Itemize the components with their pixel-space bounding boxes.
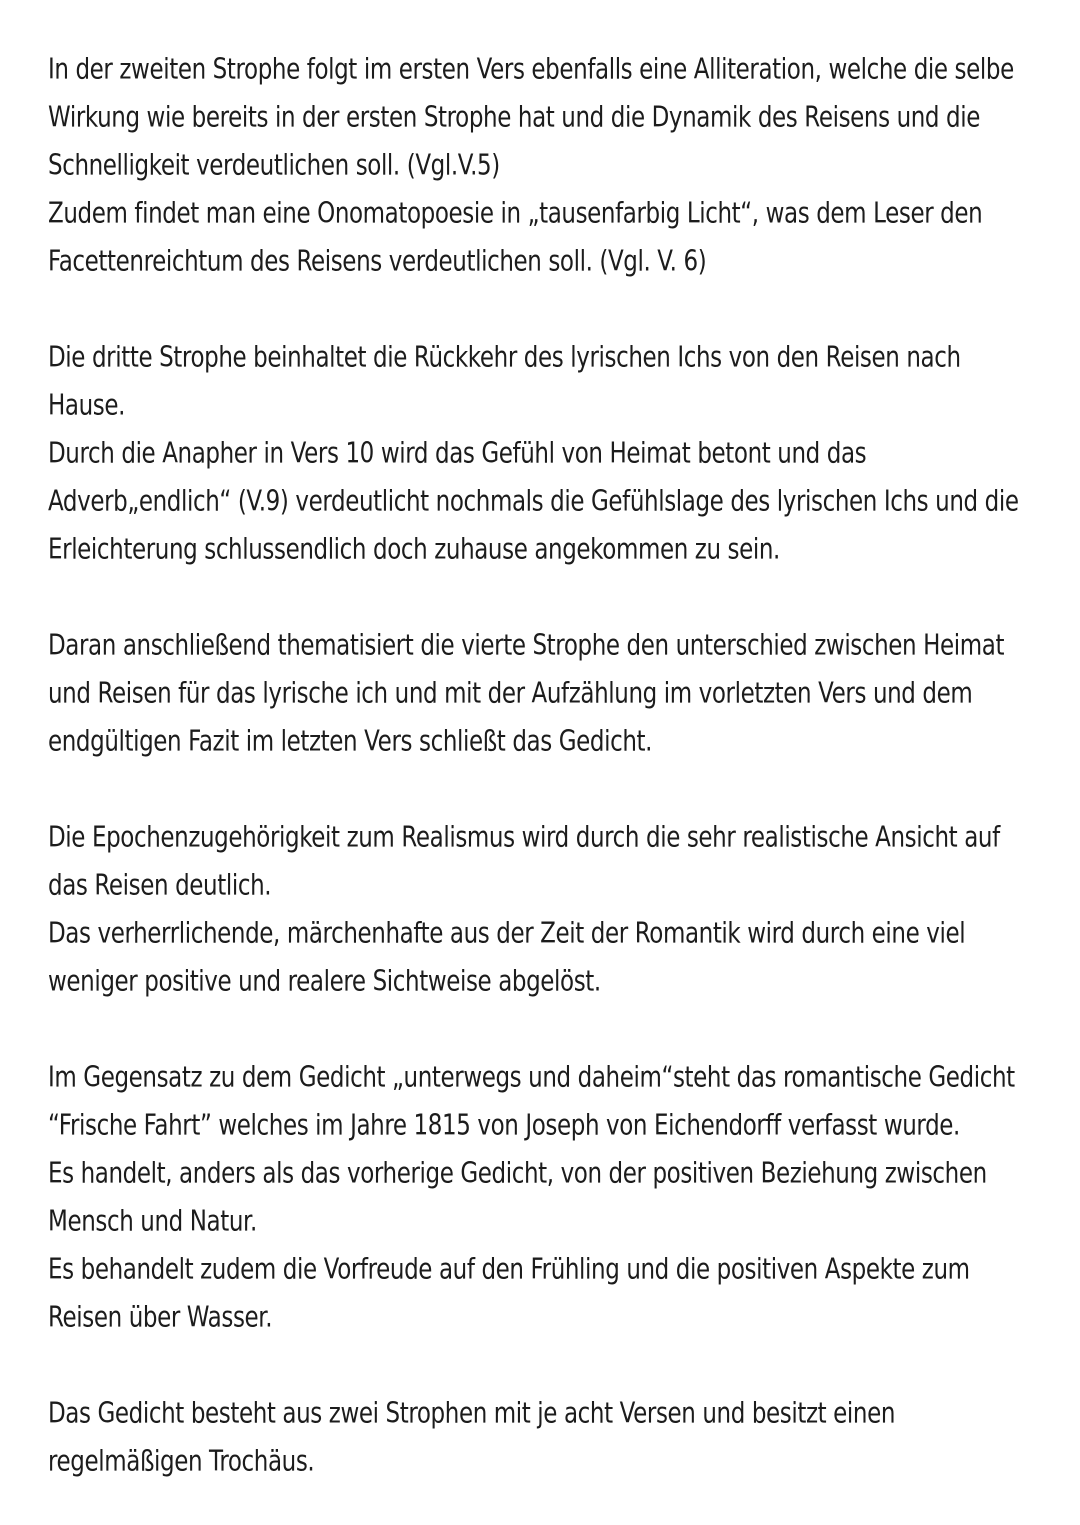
text-line: “Frische Fahrt” welches im Jahre 1815 von Joseph von Eichendorff verfasst wurde. [48,1110,960,1142]
document-text [48,46,1050,1486]
text-line: Reisen über Wasser. [48,1302,273,1334]
paragraph [48,1390,1050,1486]
text-line: Die dritte Strophe beinhaltet die Rückkehr des lyrischen Ichs von den Reisen nach [48,342,961,374]
text-line: Die Epochenzugehörigkeit zum Realismus wird durch die sehr realistische Ansicht auf [48,822,1000,854]
text-line: regelmäßigen Trochäus. [48,1446,315,1478]
text-line: Facettenreichtum des Reisens verdeutlichen soll. (Vgl. V. 6) [48,246,707,278]
text-line: und Reisen für das lyrische ich und mit der Aufzählung im vorletzten Vers und dem [48,678,973,710]
text-line: Wirkung wie bereits in der ersten Strophe hat und die Dynamik des Reisens und die [48,102,980,134]
paragraph [48,622,1050,766]
text-line: Zudem findet man eine Onomatopoesie in „tausenfarbig Licht“, was dem Leser den [48,198,983,230]
text-line: In der zweiten Strophe folgt im ersten Vers ebenfalls eine Alliteration, welche die selbe [48,54,1014,86]
text-line: Das verherrlichende, märchenhafte aus der Zeit der Romantik wird durch eine viel [48,918,966,950]
paragraph [48,1054,1050,1342]
text-line: Im Gegensatz zu dem Gedicht „unterwegs und daheim“steht das romantische Gedicht [48,1062,1015,1094]
text-line: Schnelligkeit verdeutlichen soll. (Vgl.V.5) [48,150,500,182]
text-line: weniger positive und realere Sichtweise abgelöst. [48,966,601,998]
text-line: Mensch und Natur. [48,1206,257,1238]
paragraph [48,814,1050,1006]
text-line: Es handelt, anders als das vorherige Gedicht, von der positiven Beziehung zwischen [48,1158,987,1190]
text-line: Adverb„endlich“ (V.9) verdeutlicht nochmals die Gefühlslage des lyrischen Ichs und die [48,486,1019,518]
paragraph [48,46,1050,286]
text-line: Das Gedicht besteht aus zwei Strophen mit je acht Versen und besitzt einen [48,1398,896,1430]
text-line: Durch die Anapher in Vers 10 wird das Gefühl von Heimat betont und das [48,438,867,470]
text-line: Hause. [48,390,126,422]
text-line: Es behandelt zudem die Vorfreude auf den Frühling und die positiven Aspekte zum [48,1254,970,1286]
text-line: das Reisen deutlich. [48,870,272,902]
text-line: Daran anschließend thematisiert die vierte Strophe den unterschied zwischen Heimat [48,630,1005,662]
text-line: endgültigen Fazit im letzten Vers schließt das Gedicht. [48,726,653,758]
text-line: Erleichterung schlussendlich doch zuhause angekommen zu sein. [48,534,780,566]
paragraph [48,334,1050,574]
